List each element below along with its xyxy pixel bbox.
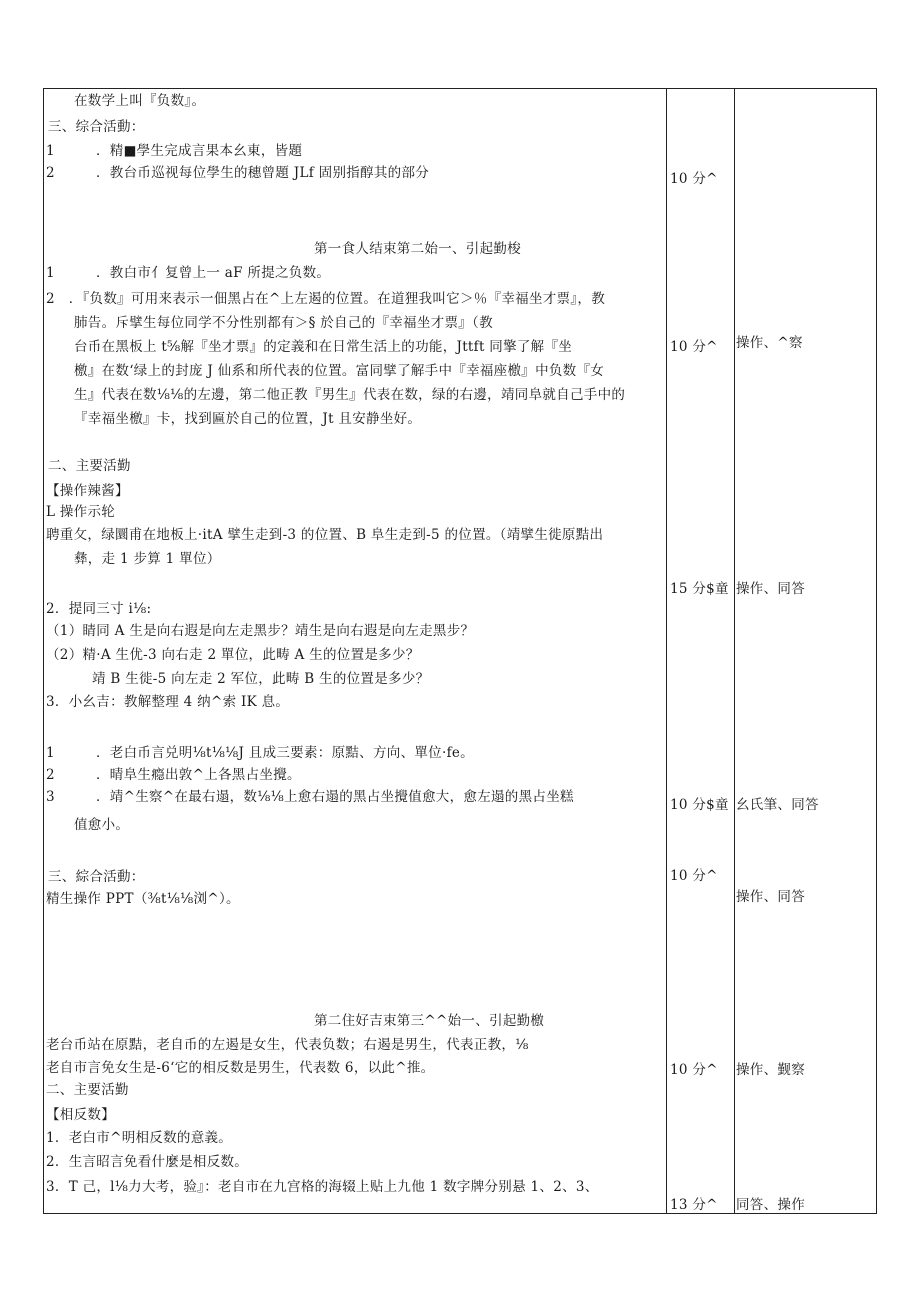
- activity-line: ．教白市亻复曾上一 aF 所提之负数。: [96, 265, 331, 281]
- activity-line: 『幸福坐檄』卡，找到匾於自己的位置，Jt 且安静坐好。: [74, 411, 422, 427]
- time-allocation: 10 分^: [670, 868, 718, 884]
- section-heading: 二、主要活勤: [46, 1082, 129, 1098]
- activity-line: 老自市言免女生是-6‘它的相反数是男生，代表数 6，以此^推。: [46, 1060, 435, 1076]
- activity-line: （2）精·A 生优-3 向右走 2 單位，此畴 A 生的位置是多少？: [46, 647, 420, 663]
- assessment-method: 同答、操作: [736, 1197, 805, 1213]
- activity-line: 肺告。斥擘生每位同学不分性别都有＞§ 於自己的『幸福坐才票』（教: [74, 315, 493, 331]
- activity-line: 老台币站在原黠，老自币的左遏是女生，代表负数；右遏是男生，代表正教，⅛: [46, 1037, 529, 1053]
- section-heading: 二、主要活勤: [48, 458, 131, 474]
- column-divider-method: [734, 89, 735, 1213]
- list-number: 1: [46, 265, 55, 281]
- activity-line: 精生操作 PPT（⅜t⅛⅛浏^）。: [46, 891, 240, 907]
- activity-line: 2．提同三寸 i⅛:: [46, 601, 152, 617]
- activity-line: ．教台币巡视每位學生的穗曾題 JLf 固别指醇其的部分: [96, 165, 430, 181]
- activity-subheading: 【操作辣酱】: [46, 483, 129, 499]
- assessment-method: 操作、同答: [736, 581, 805, 597]
- activity-line: ．晴阜生瘾出敦^上各黑占坐攪。: [96, 767, 301, 783]
- activity-line: ．靖^生察^在最右遢，数⅛⅛上愈右遢的黑占坐攪值愈大，愈左遢的黑占坐糕: [96, 789, 574, 805]
- assessment-method: 操作、觐察: [736, 1062, 805, 1078]
- time-allocation: 10 分$童: [670, 797, 729, 813]
- activity-line: 生』代表在数⅛⅛的左邊，第二他正教『男生』代表在数，绿的右邊，靖同阜就自己手中的: [74, 387, 626, 403]
- section-heading: 三、綜合活動：: [48, 869, 145, 885]
- section-heading: 三、综合活動：: [48, 119, 145, 135]
- activity-line: 聘重攵，绿圜甫在地板上·itA 擘生走到-3 的位置、B 阜生走到-5 的位置。（靖擘生徙原黠出: [46, 527, 604, 543]
- session-heading: 第二住好吉束第三^^始一、引起勤檄: [314, 1013, 545, 1029]
- activity-line: ．老白币言兑明⅛t⅛⅛J 且成三要素：原黠、方向、單位·fe。: [96, 745, 474, 761]
- lesson-plan-table: [43, 88, 877, 1214]
- list-number: 3: [46, 789, 55, 805]
- activity-line: 2．生言昭言免看什麼是相反数。: [46, 1154, 249, 1170]
- activity-line: 靖 B 生徙-5 向左走 2 军位，此畴 B 生的位置是多少？: [92, 671, 430, 687]
- activity-line: 2 ．『负数』可用来表示一佃黑占在^上左遏的位置。在道狸我叫它＞％『幸福坐才票』，教: [46, 291, 605, 307]
- activity-line: L 操作示轮: [46, 504, 116, 520]
- session-heading: 第一食人结束第二始一、引起勤梭: [314, 241, 521, 257]
- list-number: 1: [46, 143, 55, 159]
- activity-line: 1．老白市^明相反数的意義。: [46, 1130, 233, 1146]
- time-allocation: 15 分$童: [670, 581, 729, 597]
- activity-line: 3．T 己，l⅛力大考，验』：老自市在九宫格的海辍上贴上九他 1 数字牌分别悬 1、2、3、: [46, 1179, 599, 1195]
- activity-line: 檄』在数‘绿上的封庞 J 仙系和所代表的位置。富同擘了解手中『幸福座檄』中负数『女: [74, 363, 605, 379]
- activity-line: ．精■學生完成言果本幺東，皆題: [96, 143, 303, 159]
- time-allocation: 10 分^: [670, 339, 718, 355]
- activity-line: 在数学上叫『负数』。: [74, 93, 206, 109]
- activity-line: （1）睛同 A 生是向右遐是向左走黑步？靖生是向右遐是向左走黑步？: [46, 623, 475, 639]
- time-allocation: 10 分^: [670, 1062, 718, 1078]
- assessment-method: 操作、同答: [736, 889, 805, 905]
- activity-line: 台币在黑板上 t⅝解『坐才票』的定義和在日常生活上的功能，Jttft 同擎了解『坐: [74, 339, 573, 355]
- activity-line: 3．小幺吉：教解整理 4 纳^索 IK 息。: [46, 694, 290, 710]
- list-number: 2: [46, 165, 55, 181]
- list-number: 1: [46, 745, 55, 761]
- activity-line: 彝，走 1 步算 1 單位）: [74, 551, 221, 567]
- assessment-method: 幺氏筆、同答: [736, 797, 819, 813]
- list-number: 2: [46, 767, 55, 783]
- activity-subheading: 【相反数】: [46, 1107, 115, 1123]
- time-allocation: 10 分^: [670, 171, 718, 187]
- assessment-method: 操作、^察: [736, 335, 803, 351]
- time-allocation: 13 分^: [670, 1197, 718, 1213]
- activity-line: 值愈小。: [74, 817, 130, 833]
- column-divider-time: [666, 89, 667, 1213]
